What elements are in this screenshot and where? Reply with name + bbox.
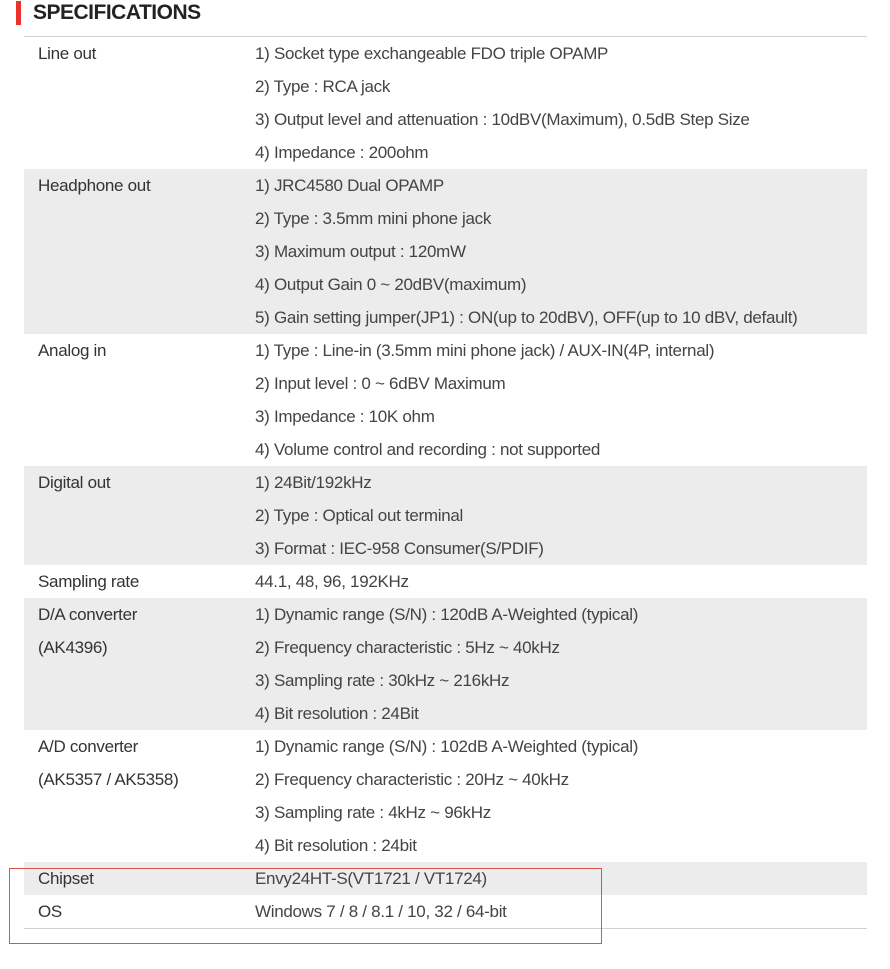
spec-value-line: Windows 7 / 8 / 8.1 / 10, 32 / 64-bit (255, 902, 507, 921)
spec-label-line: Headphone out (38, 176, 151, 195)
spec-label (24, 598, 255, 664)
spec-value-line: 4) Volume control and recording : not supported (255, 440, 601, 459)
spec-row (24, 862, 867, 895)
spec-value-line: 4) Bit resolution : 24Bit (255, 704, 419, 723)
spec-values (255, 466, 867, 565)
spec-values (255, 895, 867, 928)
spec-value-line: 5) Gain setting jumper(JP1) : ON(up to 20dBV), OFF(up to 10 dBV, default) (255, 308, 798, 327)
section-header (16, 0, 201, 26)
spec-label-line: Line out (38, 44, 97, 63)
spec-values (255, 169, 867, 334)
spec-label-line: Digital out (38, 473, 111, 492)
spec-value-line: 3) Format : IEC-958 Consumer(S/PDIF) (255, 539, 544, 558)
spec-value-line: 44.1, 48, 96, 192KHz (255, 572, 409, 591)
spec-value-line: 2) Frequency characteristic : 20Hz ~ 40kHz (255, 770, 569, 789)
spec-label-line: (AK5357 / AK5358) (38, 770, 179, 789)
spec-label-line: A/D converter (38, 737, 139, 756)
spec-label (24, 862, 255, 895)
spec-row (24, 730, 867, 862)
spec-values (255, 862, 867, 895)
spec-row (24, 37, 867, 169)
spec-row (24, 169, 867, 334)
spec-value-line: 2) Type : RCA jack (255, 77, 391, 96)
spec-value-line: 1) JRC4580 Dual OPAMP (255, 176, 444, 195)
spec-label (24, 37, 255, 70)
spec-value-line: 2) Type : Optical out terminal (255, 506, 464, 525)
spec-label (24, 169, 255, 202)
spec-label-line: D/A converter (38, 605, 138, 624)
spec-value-line: 2) Input level : 0 ~ 6dBV Maximum (255, 374, 506, 393)
accent-bar (16, 1, 21, 25)
spec-value-line: 1) Socket type exchangeable FDO triple OPAMP (255, 44, 609, 63)
spec-row (24, 466, 867, 565)
spec-value-line: 1) Type : Line-in (3.5mm mini phone jack) / AUX-IN(4P, internal) (255, 341, 715, 360)
spec-table (24, 36, 867, 929)
spec-row (24, 598, 867, 730)
spec-value-line: 4) Bit resolution : 24bit (255, 836, 417, 855)
spec-row (24, 895, 867, 928)
spec-value-line: 3) Impedance : 10K ohm (255, 407, 435, 426)
spec-row (24, 334, 867, 466)
spec-values (255, 565, 867, 598)
spec-values (255, 730, 867, 862)
spec-value-line: 1) Dynamic range (S/N) : 102dB A-Weighted (typical) (255, 737, 639, 756)
spec-label (24, 730, 255, 796)
spec-label-line: Chipset (38, 869, 94, 888)
spec-label (24, 895, 255, 928)
spec-value-line: 1) 24Bit/192kHz (255, 473, 372, 492)
spec-value-line: 2) Frequency characteristic : 5Hz ~ 40kHz (255, 638, 560, 657)
spec-value-line: 4) Output Gain 0 ~ 20dBV(maximum) (255, 275, 527, 294)
spec-label-line: (AK4396) (38, 638, 108, 657)
spec-values (255, 37, 867, 169)
spec-label (24, 334, 255, 367)
spec-label-line: OS (38, 902, 62, 921)
spec-value-line: 3) Sampling rate : 30kHz ~ 216kHz (255, 671, 510, 690)
spec-value-line: 3) Output level and attenuation : 10dBV(Maximum), 0.5dB Step Size (255, 110, 750, 129)
spec-row (24, 565, 867, 598)
spec-value-line: 4) Impedance : 200ohm (255, 143, 429, 162)
spec-label (24, 565, 255, 598)
spec-value-line: Envy24HT-S(VT1721 / VT1724) (255, 869, 487, 888)
spec-values (255, 334, 867, 466)
section-title: SPECIFICATIONS (33, 1, 201, 24)
spec-label (24, 466, 255, 499)
spec-label-line: Analog in (38, 341, 107, 360)
spec-value-line: 2) Type : 3.5mm mini phone jack (255, 209, 492, 228)
spec-values (255, 598, 867, 730)
spec-value-line: 3) Sampling rate : 4kHz ~ 96kHz (255, 803, 491, 822)
spec-label-line: Sampling rate (38, 572, 139, 591)
spec-value-line: 3) Maximum output : 120mW (255, 242, 466, 261)
spec-value-line: 1) Dynamic range (S/N) : 120dB A-Weighted (typical) (255, 605, 639, 624)
